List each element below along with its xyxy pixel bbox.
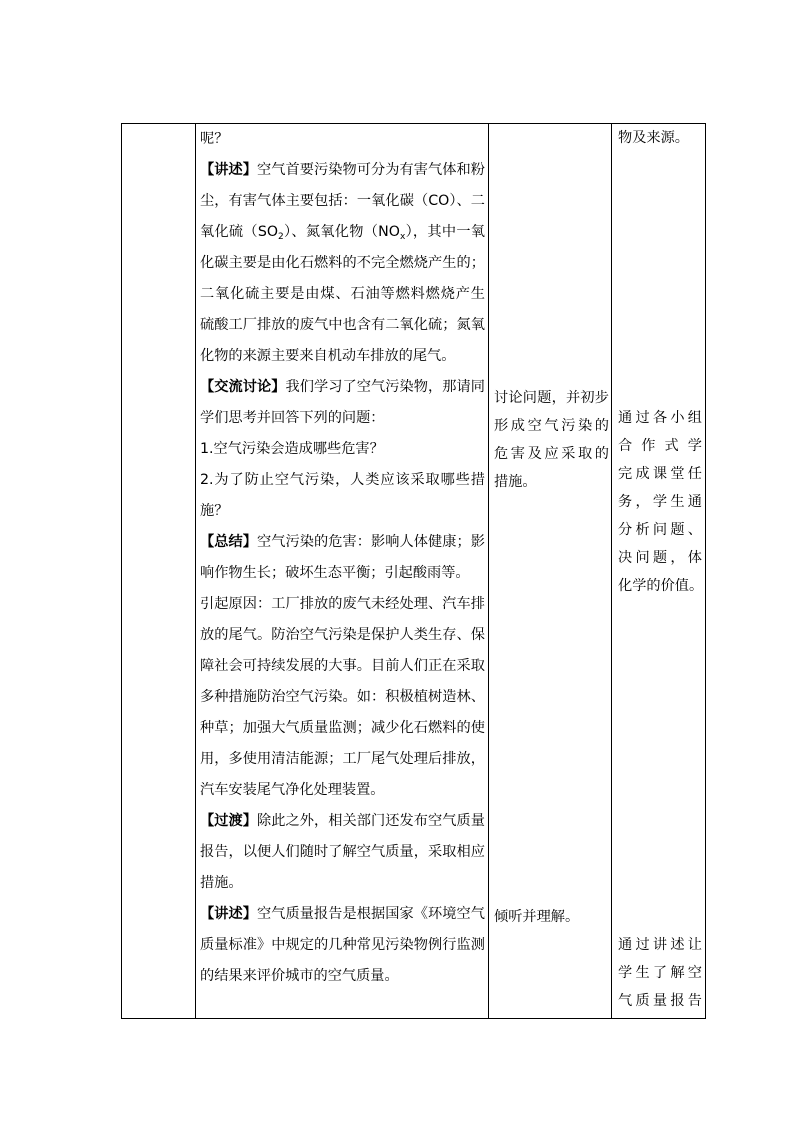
text-line: 通过各小组: [618, 410, 702, 426]
design-intent-block: [618, 124, 702, 152]
text-line: 放的尾气。防治空气污染是保护人类生存、保: [200, 627, 485, 643]
design-intent-block: [618, 931, 702, 1015]
section-tag: 【交流讨论】: [200, 379, 286, 395]
text-line: 化物的来源主要来自机动车排放的尾气。: [200, 348, 456, 364]
student-activity-block: [494, 384, 609, 496]
text-line: 化碳主要是由化石燃料的不完全燃烧产生的；: [200, 255, 485, 271]
text-line: 合作式学: [618, 438, 702, 454]
text-line: 多种措施防治空气污染。如：积极植树造林、: [200, 689, 485, 705]
text-line: 措施。: [494, 474, 537, 490]
text-line: 物及来源。: [618, 130, 689, 146]
text-line: 讨论问题，并初步: [494, 390, 609, 406]
text-line: 倾听并理解。: [494, 909, 580, 925]
text-line: 务，学生通: [618, 494, 702, 510]
student-activity-block: [494, 903, 609, 931]
text-line: 学生了解空: [618, 965, 702, 981]
text-line: 种草；加强大气质量监测；减少化石燃料的使: [200, 720, 485, 736]
text-line: 完成课堂任: [618, 466, 702, 482]
text-line: 硫酸工厂排放的废气中也含有二氧化硫；氮氧: [200, 317, 485, 333]
text-line: 学们思考并回答下列的问题：: [200, 410, 385, 426]
text-line: 化学的价值。: [618, 578, 704, 594]
text-line: 的结果来评价城市的空气质量。: [200, 968, 399, 984]
column-divider: [611, 123, 612, 1019]
text-line: 氧化硫$(SO_2)$、氮氧化物$(NO_x)$，其中一氧: [200, 224, 485, 242]
design-intent-block: [618, 404, 702, 600]
text-line: 障社会可持续发展的大事。目前人们正在采取: [200, 658, 485, 674]
section-tag: 【过渡】: [200, 813, 258, 829]
section-tag: 【讲述】: [200, 162, 258, 178]
text-line: 【过渡】除此之外，相关部门还发布空气质量: [200, 813, 485, 829]
text-line: 措施。: [200, 875, 243, 891]
text-line: 气质量报告: [618, 993, 702, 1009]
column-divider: [488, 123, 489, 1019]
text-line: 二氧化硫主要是由煤、石油等燃料燃烧产生: [200, 286, 485, 302]
text-line: 形成空气污染的: [494, 418, 609, 434]
question-line: 2.为了防止空气污染，人类应该采取哪些措: [200, 472, 485, 488]
text-line: 呢？: [200, 131, 229, 147]
text-line: 用，多使用清洁能源；工厂尾气处理后排放，: [200, 751, 485, 767]
text-line: 报告，以便人们随时了解空气质量，采取相应: [200, 844, 485, 860]
text-line: 【总结】空气污染的危害：影响人体健康；影: [200, 534, 485, 550]
text-line: 响作物生长；破坏生态平衡；引起酸雨等。: [200, 565, 470, 581]
text-line: 【讲述】空气首要污染物可分为有害气体和粉: [200, 162, 485, 178]
text-line: 引起原因：工厂排放的废气未经处理、汽车排: [200, 596, 485, 612]
section-tag: 【总结】: [200, 534, 258, 550]
text-line: 通过讲述让: [618, 937, 702, 953]
text-line: 危害及应采取的: [494, 446, 609, 462]
text-line: 【交流讨论】我们学习了空气污染物，那请同: [200, 379, 485, 395]
text-line: 分析问题、: [618, 522, 702, 538]
text-line: 【讲述】空气质量报告是根据国家《环境空气: [200, 906, 485, 922]
question-line: 1.空气污染会造成哪些危害？: [200, 441, 384, 457]
column-divider: [195, 123, 196, 1019]
text-line: 汽车安装尾气净化处理装置。: [200, 782, 385, 798]
section-tag: 【讲述】: [200, 906, 258, 922]
teacher-activity-column: [200, 124, 485, 992]
text-line: 施？: [200, 503, 229, 519]
text-line: 质量标准》中规定的几种常见污染物例行监测: [200, 937, 485, 953]
text-line: 决问题，体: [618, 550, 702, 566]
text-line: 尘，有害气体主要包括：一氧化碳（CO）、二: [200, 193, 485, 209]
